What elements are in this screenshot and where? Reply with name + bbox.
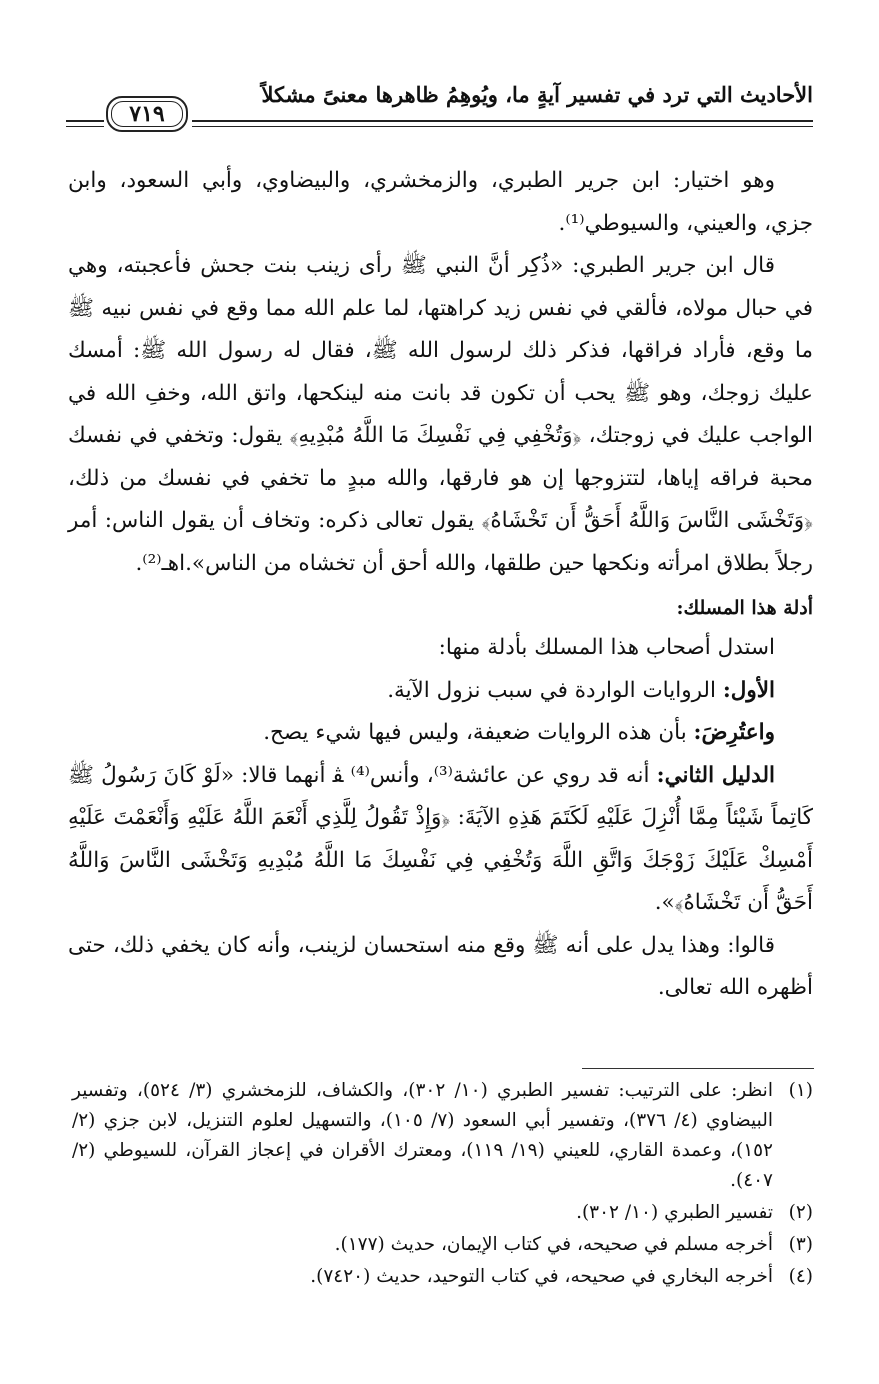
section-heading: أدلة هذا المسلك: xyxy=(676,597,813,619)
first-evidence-label: الأول: xyxy=(722,677,775,703)
paragraph-first-evidence xyxy=(68,670,813,713)
footnote-text: انظر: على الترتيب: تفسير الطبري (١٠/ ٣٠٢)، والكشاف، للزمخشري (٣/ ٥٢٤)، وتفسير البيضاوي (٤/ ٣٧٦)، وتفسير أبي السعود (٧/ ١٠٥)، والتسهيل لعلوم التنزيل، لابن جزي (٢/ ١٥٢)، وعمدة القاري، للعيني (١٩/ ١١٩)، ومعترك الأقران في إعجاز القرآن، للسيوطي (٢/ ٤٠٧). xyxy=(72,1080,773,1191)
footnote xyxy=(72,1076,813,1196)
footnote-number: (٣) xyxy=(788,1234,813,1255)
footnote xyxy=(72,1230,813,1260)
paragraph-tabari-quote: قال ابن جرير الطبري: «ذُكِر أنَّ النبي ﷺ رأى زينب بنت جحش فأعجبته، وهي في حبال مولاه، فألقي في نفس زيد كراهتها، لما علم الله مما وقع في نفس نبيه ﷺ ما وقع، فأراد فراقها، فذكر ذلك لرسول الله ﷺ، فقال له رسول الله ﷺ: أمسك عليك زوجك، وهو ﷺ يحب أن تكون قد بانت منه لينكحها، واتق الله، وخفِ الله في الواجب عليك في زوجتك، ﴿وَتُخْفِي فِي نَفْسِكَ مَا اللَّهُ مُبْدِيهِ﴾ يقول: وتخفي في نفسك محبة فراقه إياها، لتتزوجها إن هو فارقها، والله مبدٍ ما تخفي في نفسك من ذلك، ﴿وَتَخْشَى النَّاسَ وَاللَّهُ أَحَقُّ أَن تَخْشَاهُ﴾ يقول تعالى ذكره: وتخاف أن يقول الناس: أمر رجلاً بطلاق امرأته ونكحها حين طلقها، والله أحق أن تخشاه من الناس».اهـ⁽²⁾. xyxy=(68,253,813,576)
footnote xyxy=(72,1262,813,1292)
footnote-separator xyxy=(582,1068,814,1069)
paragraph-choice: وهو اختيار: ابن جرير الطبري، والزمخشري، والبيضاوي، وأبي السعود، وابن جزي، والعيني، والسيوطي⁽¹⁾. xyxy=(68,168,813,236)
header-rule-left xyxy=(66,120,104,122)
second-evidence-label: الدليل الثاني: xyxy=(656,762,775,788)
footnote-number: (١) xyxy=(788,1080,813,1101)
second-evidence-text: أنه قد روي عن عائشة⁽³⁾، وأنس⁽⁴⁾ ﭭ أنهما قالا: «لَوْ كَانَ رَسُولُ ﷺ كَاتِماً شَيْئاً مِمَّا أُنْزِلَ عَلَيْهِ لَكَتَمَ هَذِهِ الآيَةَ: ﴿وَإِذْ تَقُولُ لِلَّذِي أَنْعَمَ اللَّهُ عَلَيْهِ وَأَنْعَمْتَ عَلَيْهِ أَمْسِكْ عَلَيْكَ زَوْجَكَ وَاتَّقِ اللَّهَ وَتُخْفِي فِي نَفْسِكَ مَا اللَّهُ مُبْدِيهِ وَتَخْشَى النَّاسَ وَاللَّهُ أَحَقُّ أَن تَخْشَاهُ﴾». xyxy=(68,762,813,915)
first-evidence-text: الروايات الواردة في سبب نزول الآية. xyxy=(387,677,716,703)
main-text xyxy=(68,160,813,1010)
footnote xyxy=(72,1198,813,1228)
running-title: الأحاديث التي ترد في تفسير آيةٍ ما، ويُوهِمُ ظاهرها معنىً مشكلاً xyxy=(261,82,813,107)
paragraph-objection xyxy=(68,712,813,755)
footnote-number: (٤) xyxy=(788,1266,813,1287)
footnotes xyxy=(72,1076,813,1294)
page-number: ٧١٩ xyxy=(106,96,188,132)
paragraph-second-evidence xyxy=(68,755,813,925)
paragraph-conclusion: قالوا: وهذا يدل على أنه ﷺ وقع منه استحسان لزينب، وأنه كان يخفي ذلك، حتى أظهره الله تعالى. xyxy=(68,932,813,1000)
objection-label: واعتُرِضَ: xyxy=(693,720,775,745)
footnote-text: أخرجه مسلم في صحيحه، في كتاب الإيمان، حديث (١٧٧). xyxy=(334,1234,773,1255)
footnote-number: (٢) xyxy=(788,1202,813,1223)
objection-text: بأن هذه الروايات ضعيفة، وليس فيها شيء يصح. xyxy=(263,720,687,745)
header-rule-thin xyxy=(192,126,813,127)
footnote-text: أخرجه البخاري في صحيحه، في كتاب التوحيد، حديث (٧٤٢٠). xyxy=(310,1266,773,1287)
page-header xyxy=(66,70,813,132)
header-rule-left-thin xyxy=(66,126,104,127)
footnote-text: تفسير الطبري (١٠/ ٣٠٢). xyxy=(576,1202,773,1223)
paragraph-intro: استدل أصحاب هذا المسلك بأدلة منها: xyxy=(438,635,775,660)
header-rule xyxy=(192,120,813,122)
